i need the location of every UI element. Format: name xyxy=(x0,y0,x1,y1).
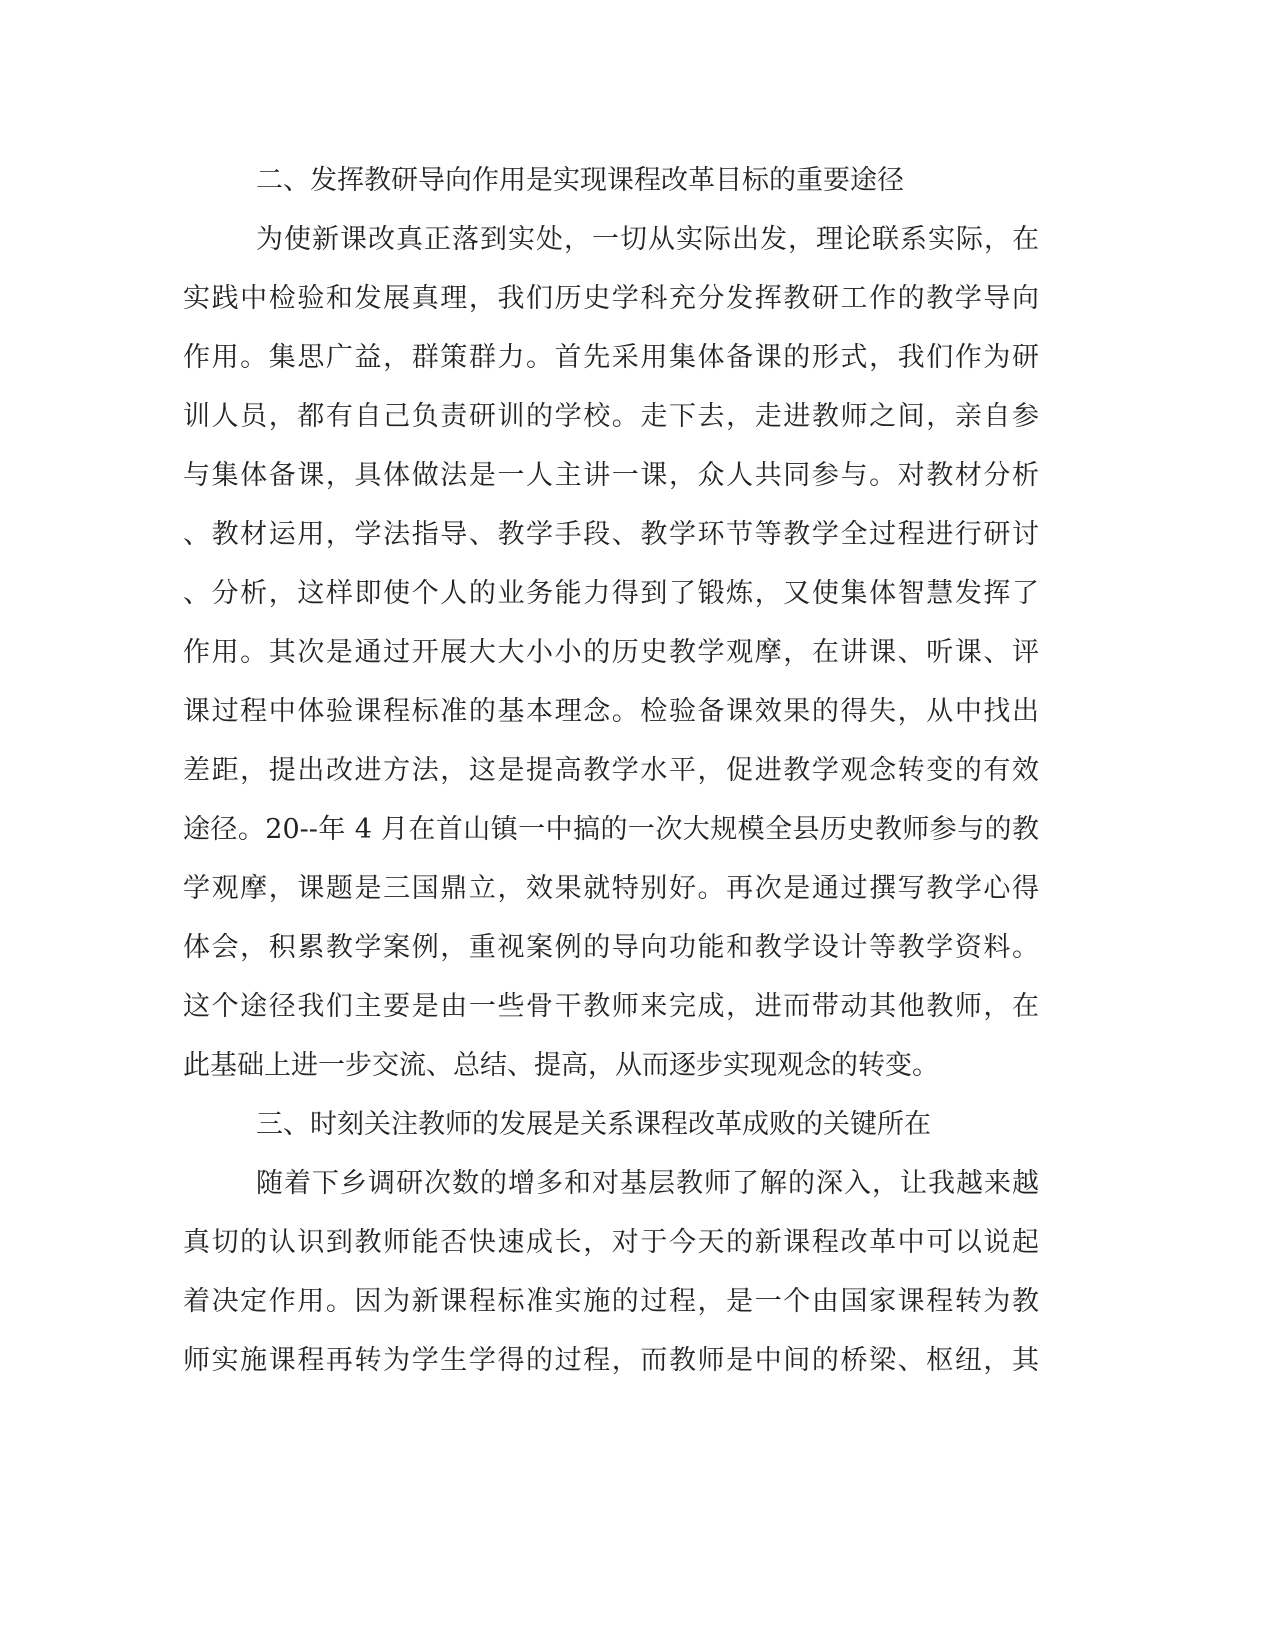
paragraph-line: 作用。集思广益，群策群力。首先采用集体备课的形式，我们作为研 xyxy=(183,342,1039,373)
paragraph-line: 师实施课程再转为学生学得的过程，而教师是中间的桥梁、枢纽，其 xyxy=(183,1345,1039,1376)
paragraph-line: 这个途径我们主要是由一些骨干教师来完成，进而带动其他教师，在 xyxy=(183,991,1039,1022)
paragraph-line: 随着下乡调研次数的增多和对基层教师了解的深入，让我越来越 xyxy=(256,1168,1039,1199)
paragraph-line: 训人员，都有自己负责研训的学校。走下去，走进教师之间，亲自参 xyxy=(183,401,1039,432)
paragraph-line: 与集体备课，具体做法是一人主讲一课，众人共同参与。对教材分析 xyxy=(183,460,1039,491)
section-heading-3: 三、时刻关注教师的发展是关系课程改革成败的关键所在 xyxy=(256,1109,931,1140)
paragraph-line: 着决定作用。因为新课程标准实施的过程，是一个由国家课程转为教 xyxy=(183,1286,1039,1317)
paragraph-line: 体会，积累教学案例，重视案例的导向功能和教学设计等教学资料。 xyxy=(183,932,1039,963)
paragraph-line: 此基础上进一步交流、总结、提高，从而逐步实现观念的转变。 xyxy=(183,1050,939,1081)
paragraph-line: 、教材运用，学法指导、教学手段、教学环节等教学全过程进行研讨 xyxy=(183,519,1039,550)
paragraph-line: 作用。其次是通过开展大大小小的历史教学观摩，在讲课、听课、评 xyxy=(183,637,1039,668)
paragraph-line: 真切的认识到教师能否快速成长，对于今天的新课程改革中可以说起 xyxy=(183,1227,1039,1258)
paragraph-line: 实践中检验和发展真理，我们历史学科充分发挥教研工作的教学导向 xyxy=(183,283,1039,314)
section-heading-2: 二、发挥教研导向作用是实现课程改革目标的重要途径 xyxy=(256,165,904,196)
paragraph-line: 、分析，这样即使个人的业务能力得到了锻炼，又使集体智慧发挥了 xyxy=(183,578,1039,609)
paragraph-line: 课过程中体验课程标准的基本理念。检验备课效果的得失，从中找出 xyxy=(183,696,1039,727)
paragraph-line: 差距，提出改进方法，这是提高教学水平，促进教学观念转变的有效 xyxy=(183,755,1039,786)
paragraph-line: 途径。20--年 4 月在首山镇一中搞的一次大规模全县历史教师参与的教 xyxy=(183,814,1039,845)
paragraph-line: 学观摩，课题是三国鼎立，效果就特别好。再次是通过撰写教学心得 xyxy=(183,873,1039,904)
paragraph-line: 为使新课改真正落到实处，一切从实际出发，理论联系实际，在 xyxy=(256,224,1039,255)
